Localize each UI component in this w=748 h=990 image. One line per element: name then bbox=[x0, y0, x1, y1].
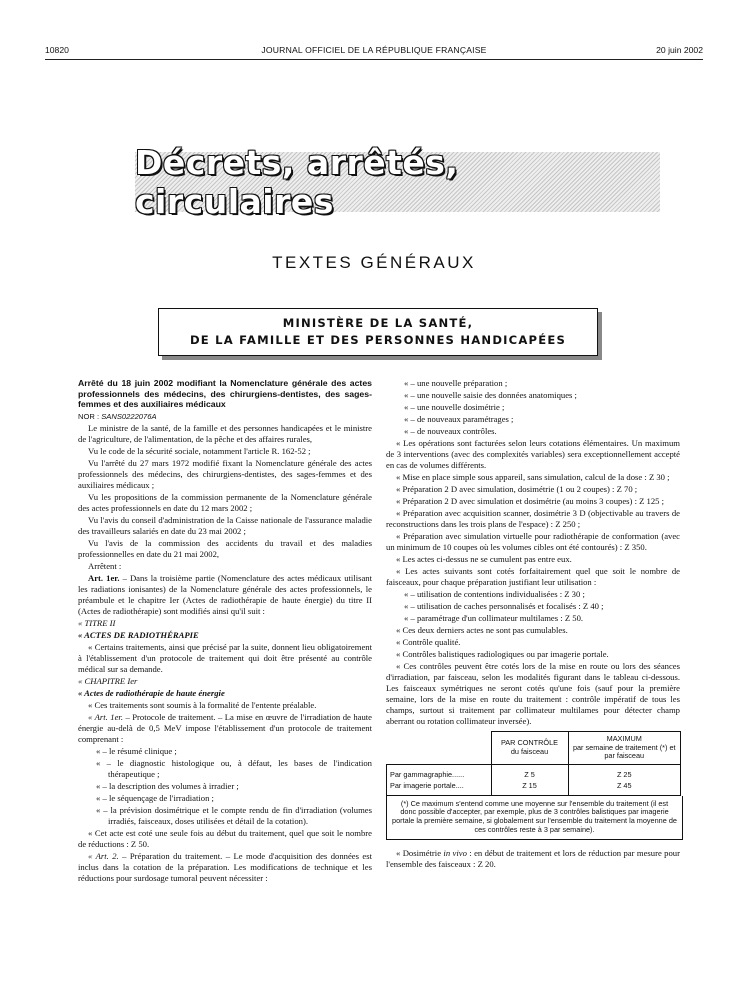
titre-subheading: « ACTES DE RADIOTHÉRAPIE bbox=[78, 629, 199, 640]
paragraph: « Préparation 2 D avec simulation et dosimétrie (au moins 3 coupes) : Z 125 ; bbox=[396, 496, 665, 506]
row-label: Par gammagraphie...... bbox=[387, 765, 492, 781]
paragraph: « Contrôle qualité. bbox=[396, 637, 461, 647]
para-cote: « Cet acte est coté une seule fois au début du traitement, quel que soit le nombre de réductions : Z 50. bbox=[78, 827, 372, 849]
nor-code: SANS0222076A bbox=[101, 411, 157, 421]
article-1b-label: « Art. 1er. bbox=[88, 711, 123, 722]
list-item: « – la description des volumes à irradier ; bbox=[96, 780, 239, 791]
decree-title: Arrêté du 18 juin 2002 modifiant la Nomenclature générale des actes professionnels des médecins, des chirurgiens-dentistes, des sages-femmes et des auxiliaires médicaux bbox=[78, 378, 372, 409]
left-column bbox=[78, 378, 372, 885]
table-row bbox=[387, 781, 681, 795]
right-column bbox=[386, 378, 680, 871]
list-item: « – la prévision dosimétrique et le compte rendu de fin d'irradiation (volumes irradiés, faisceaux, doses utilisées et détail de la cotation). bbox=[96, 804, 372, 826]
row-value: Z 45 bbox=[568, 781, 681, 795]
article-1-label: Art. 1er. bbox=[88, 572, 120, 583]
list-item: « – une nouvelle dosimétrie ; bbox=[404, 402, 505, 412]
header-rule bbox=[45, 59, 703, 60]
controls-table bbox=[386, 731, 681, 796]
list-item: « – paramétrage d'un collimateur multilames : Z 50. bbox=[404, 613, 584, 623]
col1-sub: du faisceau bbox=[510, 747, 549, 756]
paragraph: « Ces contrôles peuvent être cotés lors de la mise en route ou lors des séances d'irradiation, par faisceau, selon les modalités figurant dans le tableau ci-dessous. Les faisceaux symétriques ne seront cotés qu'une fois (sauf pour la première semaine, lors de la mise en route du traitement : contrôle impératif de tous les champs, surtout si traitement par collimateur multilames pour détecter champ aberrant ou rotation collimateur inversée). bbox=[386, 661, 680, 726]
preamble-para: Vu les propositions de la commission permanente de la Nomenclature générale des actes professionnels en date du 12 mars 2002 ; bbox=[78, 491, 372, 513]
article-1-text: – Dans la troisième partie (Nomenclature des actes médicaux utilisant les radiations ionisantes) de la Nomenclature générale des actes professionnels, le préambule et le chapitre Ier (Actes de radiothérapie de haute énergie) du titre II (Actes de radiothérapie) sont modifiés ainsi qu'il suit : bbox=[78, 572, 372, 616]
list-item: « – le diagnostic histologique ou, à défaut, les bases de l'indication thérapeutique ; bbox=[96, 757, 372, 779]
paragraph: « Contrôles balistiques radiologiques ou par imagerie portale. bbox=[396, 649, 609, 659]
table-footnote: (*) Ce maximum s'entend comme une moyenne sur l'ensemble du traitement (il est donc possible d'accepter, par exemple, plus de 3 contrôles balistiques par imagerie portale la première semaine, si globalement sur l'ensemble du traitement la moyenne de ces contrôles reste à 3 par semaine). bbox=[386, 796, 683, 840]
issue-date: 20 juin 2002 bbox=[656, 45, 703, 55]
section-heading: TEXTES GÉNÉRAUX bbox=[272, 253, 476, 272]
paragraph: « Les actes suivants sont cotés forfaitairement quel que soit le nombre de faisceaux, pour chaque préparation justifiant leur utilisation : bbox=[386, 566, 680, 587]
col2-head: MAXIMUM bbox=[606, 733, 642, 743]
running-header bbox=[45, 45, 703, 59]
list-item: « – utilisation de caches personnalisés et focalisés : Z 40 ; bbox=[404, 601, 604, 611]
article-2 bbox=[78, 851, 372, 884]
article-2-text: – Préparation du traitement. – Le mode d'acquisition des données est inclus dans la cotation de la préparation. Les modifications de technique et les réductions pour surdosage tumoral peuvent nécessiter : bbox=[78, 850, 372, 883]
paragraph: « Préparation avec acquisition scanner, dosimétrie 3 D (objectivable au travers de reconstructions dans les trois plans de l'espace) : Z 250 ; bbox=[386, 508, 680, 529]
row-value: Z 5 bbox=[491, 765, 568, 781]
list-item: « – de nouveaux contrôles. bbox=[404, 426, 497, 436]
chapitre-heading: « CHAPITRE Ier bbox=[78, 675, 138, 686]
ministry-line-1: MINISTÈRE DE LA SANTÉ, bbox=[282, 316, 474, 330]
row-value: Z 15 bbox=[491, 781, 568, 795]
paragraph: « Préparation avec simulation virtuelle pour radiothérapie de conformation (avec un minimum de 10 coupes où les volumes cibles ont été contourés) : Z 350. bbox=[386, 531, 680, 552]
banner-title: Décrets, arrêtés, circulaires bbox=[135, 143, 459, 221]
dosimetrie-pre: « Dosimétrie bbox=[396, 847, 444, 858]
ministry-box bbox=[158, 308, 598, 356]
dosimetrie-post: : en début de traitement et lors de réduction par mesure pour l'ensemble des faisceaux : Z 20. bbox=[386, 847, 680, 869]
article-1-protocole bbox=[78, 712, 372, 745]
chapitre-subheading: « Actes de radiothérapie de haute énergie bbox=[78, 687, 225, 698]
table-header-cell bbox=[568, 732, 681, 765]
dosimetrie-para bbox=[386, 848, 680, 870]
preamble-para: Vu l'arrêté du 27 mars 1972 modifié fixant la Nomenclature générale des actes professionnels des médecins, des chirurgiens-dentistes, des sages-femmes et des auxiliaires médicaux ; bbox=[78, 457, 372, 490]
list-item: « – le séquençage de l'irradiation ; bbox=[96, 792, 214, 803]
dosimetrie-italic: in vivo bbox=[443, 847, 467, 858]
list-item: « – une nouvelle préparation ; bbox=[404, 378, 508, 388]
table-header-row bbox=[387, 732, 681, 765]
table-header-cell bbox=[491, 732, 568, 765]
row-label: Par imagerie portale.... bbox=[387, 781, 492, 795]
col1-head: PAR CONTRÔLE bbox=[500, 738, 559, 748]
paragraph: « Les opérations sont facturées selon leurs cotations élémentaires. Un maximum de 3 interventions (avec des complexités variables) sera exceptionnellement accepté en cas de volumes différents. bbox=[386, 438, 680, 470]
paragraph: « Les actes ci-dessus ne se cumulent pas entre eux. bbox=[396, 554, 572, 564]
nor-reference bbox=[78, 411, 372, 422]
col2-sub: par semaine de traitement (*) et par faisceau bbox=[572, 742, 676, 761]
arretent: Arrêtent : bbox=[88, 560, 122, 571]
list-item: « – de nouveaux paramétrages ; bbox=[404, 414, 514, 424]
list-item: « – une nouvelle saisie des données anatomiques ; bbox=[404, 390, 577, 400]
section-banner bbox=[135, 143, 660, 221]
preamble-para: Vu l'avis du conseil d'administration de la Caisse nationale de l'assurance maladie des travailleurs salariés en date du 23 mai 2002 ; bbox=[78, 514, 372, 536]
preamble-para: Le ministre de la santé, de la famille et des personnes handicapées et le ministre de l'agriculture, de l'alimentation, de la pêche et des affaires rurales, bbox=[78, 422, 372, 444]
page-number: 10820 bbox=[45, 45, 69, 55]
titre-heading: « TITRE II bbox=[78, 617, 116, 628]
paragraph: « Ces deux derniers actes ne sont pas cumulables. bbox=[396, 625, 568, 635]
paragraph: « Mise en place simple sous appareil, sans simulation, calcul de la dose : Z 30 ; bbox=[396, 472, 670, 482]
row-value: Z 25 bbox=[568, 765, 681, 781]
article-1 bbox=[78, 573, 372, 617]
para-soumis: « Ces traitements sont soumis à la formalité de l'entente préalable. bbox=[88, 699, 317, 710]
article-1b-text: – Protocole de traitement. – La mise en œuvre de l'irradiation de haute énergie au-delà de 0,5 MeV impose l'établissement d'un protocole de traitement comprenant : bbox=[78, 711, 373, 744]
preamble-para: Vu le code de la sécurité sociale, notamment l'article R. 162-52 ; bbox=[88, 445, 311, 456]
article-2-label: « Art. 2. bbox=[88, 850, 119, 861]
table-corner-cell bbox=[387, 732, 492, 765]
list-item: « – le résumé clinique ; bbox=[96, 745, 177, 756]
para-certains: « Certains traitements, ainsi que précisé par la suite, donnent lieu obligatoirement à l'établissement d'un protocole de traitement qui doit être présenté au contrôle médical sur sa demande. bbox=[78, 641, 372, 674]
list-item: « – utilisation de contentions individualisées : Z 30 ; bbox=[404, 589, 585, 599]
table-row bbox=[387, 765, 681, 781]
journal-title: JOURNAL OFFICIEL DE LA RÉPUBLIQUE FRANÇAISE bbox=[261, 45, 487, 55]
ministry-line-2: DE LA FAMILLE ET DES PERSONNES HANDICAPÉES bbox=[189, 333, 567, 347]
nor-label: NOR : bbox=[78, 411, 100, 421]
preamble-para: Vu l'avis de la commission des accidents du travail et des maladies professionnelles en date du 21 mai 2002, bbox=[78, 537, 372, 559]
paragraph: « Préparation 2 D avec simulation, dosimétrie (1 ou 2 coupes) : Z 70 ; bbox=[396, 484, 638, 494]
